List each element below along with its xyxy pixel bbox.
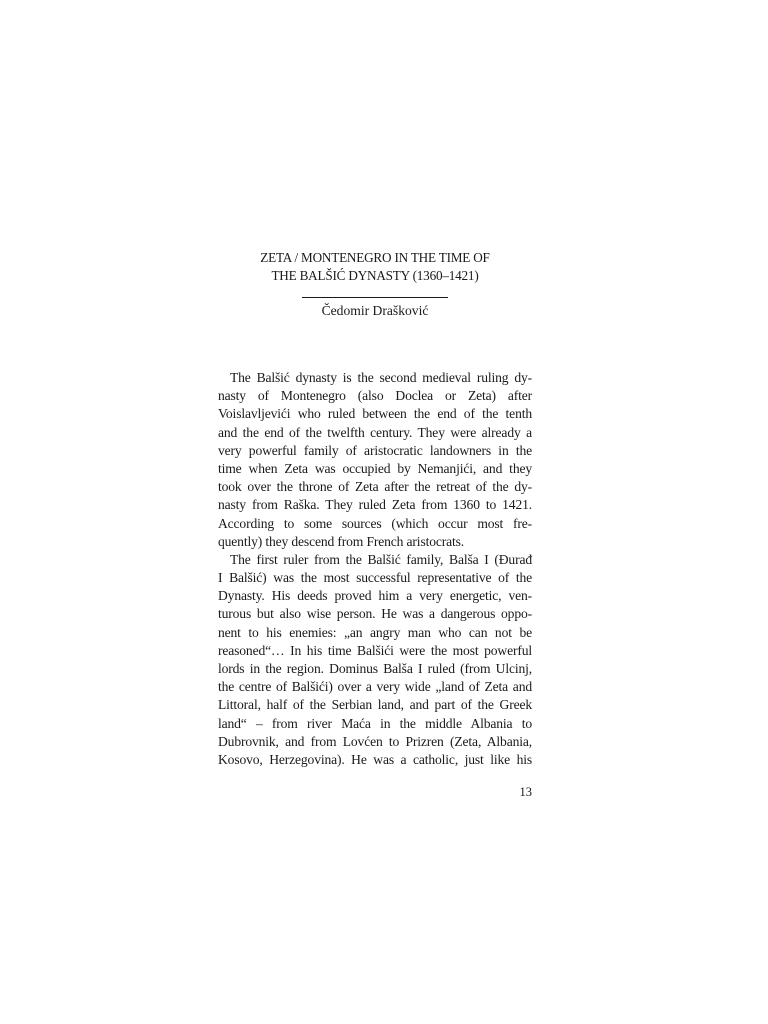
text-line: nasty of Montenegro (also Doclea or Zeta) after (218, 388, 532, 404)
text-line: nasty from Raška. They ruled Zeta from 1360 to 1421. (218, 497, 532, 513)
page-number: 13 (519, 785, 532, 799)
author-name: Čedomir Drašković (321, 303, 429, 318)
text-line: turous but also wise person. He was a dangerous oppo- (218, 606, 532, 622)
text-line: Kosovo, Herzegovina). He was a catholic, just like his (218, 751, 532, 767)
text-line: Dynasty. His deeds proved him a very energetic, ven- (218, 588, 532, 604)
chapter-title-line-2: THE BALŠIĆ DYNASTY (1360–1421) (271, 268, 479, 283)
text-line: The first ruler from the Balšić family, Balša I (Đurađ (230, 551, 532, 567)
title-divider (302, 297, 448, 298)
text-line: quently) they descend from French aristocrats. (218, 533, 465, 549)
text-line: lords in the region. Dominus Balša I ruled (from Ulcinj, (218, 661, 532, 676)
text-line: took over the throne of Zeta after the retreat of the dy- (218, 479, 532, 495)
text-line: Littoral, half of the Serbian land, and part of the Greek (218, 697, 532, 713)
text-line: very powerful family of aristocratic landowners in the (218, 442, 532, 458)
text-line: and the end of the twelfth century. They were already a (218, 424, 532, 440)
text-line: I Balšić) was the most successful representative of the (218, 570, 532, 586)
text-line: Voislavljevići who ruled between the end of the tenth (218, 406, 532, 422)
text-line: nent to his enemies: „an angry man who can not be (218, 624, 532, 640)
paragraph-2 (218, 551, 532, 769)
text-line: According to some sources (which occur most fre- (218, 515, 532, 531)
text-line: time when Zeta was occupied by Nemanjići, and they (218, 460, 532, 476)
text-line: Dubrovnik, and from Lovćen to Prizren (Zeta, Albania, (218, 733, 532, 749)
text-line: The Balšić dynasty is the second medieval ruling dy- (230, 370, 532, 385)
chapter-title (218, 249, 532, 285)
text-line: the centre of Balšići) over a very wide „land of Zeta and (218, 679, 532, 695)
body-text (218, 369, 532, 769)
paragraph-1 (218, 369, 532, 551)
text-line: reasoned“… In his time Balšići were the most powerful (218, 642, 532, 658)
chapter-title-line-1: ZETA / MONTENEGRO IN THE TIME OF (260, 250, 490, 265)
text-line: land“ – from river Maća in the middle Albania to (218, 715, 532, 731)
